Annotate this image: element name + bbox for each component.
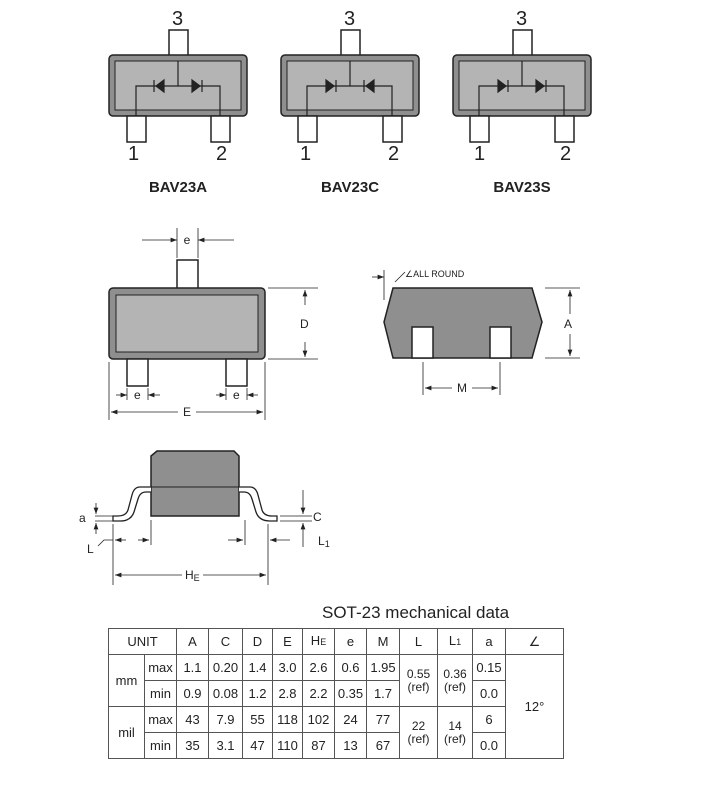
cell: 0.0 (473, 681, 506, 707)
header-C: C (209, 629, 243, 655)
cell: 3.1 (209, 733, 243, 759)
dim-L: L (87, 542, 94, 556)
table-row (109, 733, 564, 759)
header-M: M (367, 629, 400, 655)
note-all-round: ∠ALL ROUND (405, 269, 465, 279)
dim-e-right: e (233, 388, 240, 402)
cell: max (145, 707, 177, 733)
cell: 1.1 (177, 655, 209, 681)
dim-C: C (313, 510, 322, 524)
header-E: E (273, 629, 303, 655)
dim-HE: HE (185, 568, 200, 583)
table-title: SOT-23 mechanical data (322, 603, 510, 622)
cell: 35 (177, 733, 209, 759)
cell: 47 (243, 733, 273, 759)
cell-L-mm: 0.55 (ref) (400, 655, 438, 707)
part-name: BAV23A (148, 179, 208, 196)
pin1-label: 1 (128, 143, 140, 165)
cell: 77 (367, 707, 400, 733)
pin1-label: 1 (300, 143, 312, 165)
mechanical-data-table (108, 628, 564, 759)
unit-mm: mm (109, 655, 145, 707)
cell: 3.0 (273, 655, 303, 681)
cell: 0.08 (209, 681, 243, 707)
unit-mil: mil (109, 707, 145, 759)
cell: 0.9 (177, 681, 209, 707)
dim-e-top: e (183, 233, 191, 247)
cell: min (145, 733, 177, 759)
dim-e-left: e (134, 388, 141, 402)
cell: 7.9 (209, 707, 243, 733)
cell: 13 (335, 733, 367, 759)
cell: 24 (335, 707, 367, 733)
pin3-label: 3 (344, 8, 356, 30)
dim-A: A (564, 317, 573, 331)
header-a: a (473, 629, 506, 655)
diagram-bav23s (453, 8, 591, 196)
table-row (109, 655, 564, 681)
cell: 43 (177, 707, 209, 733)
cell: 1.95 (367, 655, 400, 681)
dim-D: D (300, 317, 309, 331)
cell: 0.20 (209, 655, 243, 681)
table-row (109, 681, 564, 707)
cell: 2.2 (303, 681, 335, 707)
part-name: BAV23S (493, 179, 551, 196)
cell: 87 (303, 733, 335, 759)
cell: 0.15 (473, 655, 506, 681)
table-row (109, 707, 564, 733)
cell: min (145, 681, 177, 707)
cell: 110 (273, 733, 303, 759)
cell: 0.0 (473, 733, 506, 759)
pin2-label: 2 (216, 143, 228, 165)
cell-L-mil: 22 (ref) (400, 707, 438, 759)
part-name: BAV23C (320, 179, 380, 196)
header-e: e (335, 629, 367, 655)
cell: 1.4 (243, 655, 273, 681)
header-unit: UNIT (109, 629, 177, 655)
cell: 102 (303, 707, 335, 733)
pin3-label: 3 (172, 8, 184, 30)
table-header-row (109, 629, 564, 655)
cell: 1.2 (243, 681, 273, 707)
header-angle: ∠ (506, 629, 564, 655)
cell: 0.6 (335, 655, 367, 681)
diagram-bav23a (109, 8, 247, 196)
cell: 1.7 (367, 681, 400, 707)
cell: max (145, 655, 177, 681)
dim-E: E (182, 405, 192, 419)
top-view (109, 228, 318, 420)
header-D: D (243, 629, 273, 655)
pin2-label: 2 (388, 143, 400, 165)
cell-angle: 12° (506, 655, 564, 759)
header-L: L (400, 629, 438, 655)
cell-L1-mil: 14 (ref) (438, 707, 473, 759)
cell: 0.35 (335, 681, 367, 707)
cell: 2.6 (303, 655, 335, 681)
cell: 118 (273, 707, 303, 733)
cell: 55 (243, 707, 273, 733)
cell: 67 (367, 733, 400, 759)
side-view (372, 269, 580, 395)
header-L1: L1 (438, 629, 473, 655)
pin3-label: 3 (516, 8, 528, 30)
profile-view (79, 451, 330, 585)
cell: 2.8 (273, 681, 303, 707)
pin2-label: 2 (560, 143, 572, 165)
dim-L1: L1 (318, 534, 330, 549)
dim-a: a (79, 511, 86, 525)
dim-M: M (457, 381, 467, 395)
pin1-label: 1 (474, 143, 486, 165)
header-HE: HE (303, 629, 335, 655)
cell-L1-mm: 0.36 (ref) (438, 655, 473, 707)
diagram-bav23c (281, 8, 419, 196)
cell: 6 (473, 707, 506, 733)
header-A: A (177, 629, 209, 655)
